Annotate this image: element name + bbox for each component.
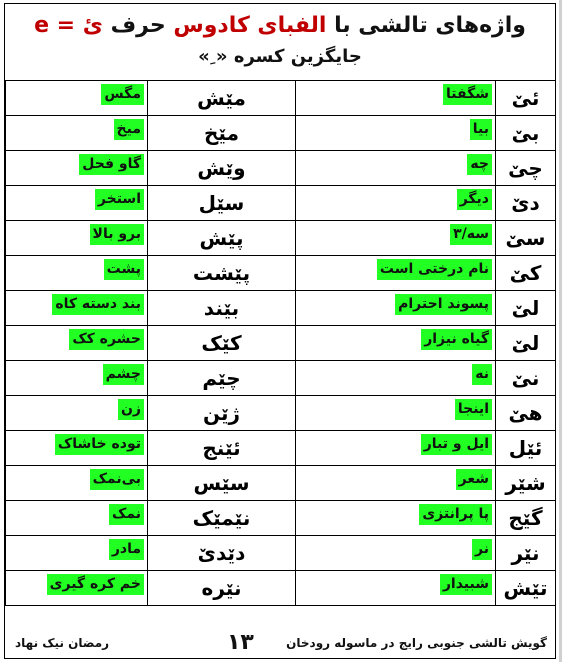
- table-row: [6, 431, 556, 466]
- word-meaning-cell: [6, 256, 148, 291]
- meaning-cell: [296, 151, 496, 186]
- word-meaning-label: بند دسته کاه: [52, 294, 144, 315]
- letter-cell: چێ: [496, 151, 556, 186]
- letter-cell: ئێل: [496, 431, 556, 466]
- meaning-label: شگفتا: [443, 84, 492, 105]
- word-meaning-cell: [6, 361, 148, 396]
- meaning-cell: [296, 536, 496, 571]
- meaning-cell: [296, 361, 496, 396]
- word-meaning-label: میخ: [114, 119, 144, 140]
- vocabulary-table: [5, 80, 556, 606]
- page-title: [5, 4, 555, 40]
- page-header: [5, 4, 555, 81]
- title-part-4: ئ: [82, 13, 103, 38]
- meaning-label: گیاه نیزار: [421, 329, 492, 350]
- word-meaning-cell: [6, 221, 148, 256]
- letter-cell: هێ: [496, 396, 556, 431]
- table-row: [6, 361, 556, 396]
- table-row: [6, 571, 556, 606]
- letter-cell: لێ: [496, 326, 556, 361]
- table-row: [6, 256, 556, 291]
- letter-cell: لێ: [496, 291, 556, 326]
- meaning-cell: [296, 466, 496, 501]
- letter-cell: بێ: [496, 116, 556, 151]
- vocabulary-sheet: [4, 3, 556, 659]
- meaning-cell: [296, 431, 496, 466]
- title-part-3: حرف: [110, 13, 166, 38]
- table-row: [6, 396, 556, 431]
- table-row: [6, 291, 556, 326]
- table-row: [6, 81, 556, 116]
- title-part-1: واژه‌های تالشی با: [334, 13, 526, 38]
- word-meaning-cell: [6, 116, 148, 151]
- letter-cell: گێج: [496, 501, 556, 536]
- word-cell: ئێنج: [148, 431, 296, 466]
- letter-cell: نێ: [496, 361, 556, 396]
- meaning-label: چه: [467, 154, 492, 175]
- word-cell: ژێن: [148, 396, 296, 431]
- word-cell: مێخ: [148, 116, 296, 151]
- word-meaning-cell: [6, 501, 148, 536]
- letter-cell: کێ: [496, 256, 556, 291]
- word-meaning-label: بی‌نمک: [90, 469, 144, 490]
- source-note: گویش تالشی جنوبی رایج در ماسوله رودخان: [286, 636, 547, 650]
- word-meaning-cell: [6, 431, 148, 466]
- meaning-label: پسوند احترام: [395, 294, 492, 315]
- word-meaning-label: چشم: [103, 364, 144, 385]
- word-cell: چێم: [148, 361, 296, 396]
- table-row: [6, 326, 556, 361]
- table-row: [6, 186, 556, 221]
- letter-cell: شێر: [496, 466, 556, 501]
- letter-cell: سێ: [496, 221, 556, 256]
- word-meaning-label: گاو فحل: [79, 154, 144, 175]
- word-meaning-label: مگس: [101, 84, 144, 105]
- page-footer: [5, 630, 555, 658]
- meaning-label: سه/۳: [450, 224, 492, 245]
- word-meaning-cell: [6, 291, 148, 326]
- page-number: ۱۳: [227, 630, 254, 655]
- word-meaning-cell: [6, 326, 148, 361]
- word-cell: بێند: [148, 291, 296, 326]
- word-cell: پێش: [148, 221, 296, 256]
- meaning-cell: [296, 396, 496, 431]
- meaning-label: ایل و تبار: [421, 434, 492, 455]
- word-meaning-label: استخر: [95, 189, 144, 210]
- word-meaning-cell: [6, 466, 148, 501]
- meaning-label: نر: [472, 539, 492, 560]
- meaning-label: شعر: [456, 469, 492, 490]
- word-cell: پێشت: [148, 256, 296, 291]
- word-cell: نێمێک: [148, 501, 296, 536]
- word-meaning-cell: [6, 81, 148, 116]
- meaning-label: شبیدار: [440, 574, 492, 595]
- meaning-cell: [296, 116, 496, 151]
- meaning-label: اینجا: [455, 399, 492, 420]
- meaning-cell: [296, 256, 496, 291]
- word-meaning-label: برو بالا: [90, 224, 144, 245]
- word-meaning-label: مادر: [109, 539, 144, 560]
- letter-cell: تێش: [496, 571, 556, 606]
- word-meaning-label: توده خاشاک: [55, 434, 144, 455]
- meaning-cell: [296, 81, 496, 116]
- meaning-cell: [296, 221, 496, 256]
- title-part-2: الفبای کادوس: [173, 13, 327, 38]
- meaning-cell: [296, 326, 496, 361]
- letter-cell: نێر: [496, 536, 556, 571]
- word-meaning-cell: [6, 186, 148, 221]
- word-meaning-cell: [6, 571, 148, 606]
- word-meaning-cell: [6, 151, 148, 186]
- word-cell: نێره: [148, 571, 296, 606]
- word-meaning-label: زن: [118, 399, 144, 420]
- word-cell: دێدێ: [148, 536, 296, 571]
- meaning-label: نام درختی است: [377, 259, 492, 280]
- meaning-cell: [296, 571, 496, 606]
- word-cell: سێل: [148, 186, 296, 221]
- meaning-cell: [296, 501, 496, 536]
- word-meaning-label: حشره کک: [69, 329, 144, 350]
- word-meaning-cell: [6, 396, 148, 431]
- table-row: [6, 151, 556, 186]
- letter-cell: ئێ: [496, 81, 556, 116]
- meaning-cell: [296, 291, 496, 326]
- word-cell: مێش: [148, 81, 296, 116]
- meaning-label: پا پرانتزی: [419, 504, 492, 525]
- meaning-cell: [296, 186, 496, 221]
- table-row: [6, 536, 556, 571]
- page-subtitle: جایگزین کسره « ِ»: [198, 46, 362, 67]
- word-meaning-label: خم کره گیری: [47, 574, 144, 595]
- author-name: رمضان نیک نهاد: [15, 636, 110, 650]
- word-meaning-label: نمک: [109, 504, 144, 525]
- meaning-label: نه: [472, 364, 492, 385]
- title-part-5: = e: [34, 13, 76, 38]
- table-row: [6, 466, 556, 501]
- word-meaning-cell: [6, 536, 148, 571]
- word-cell: سێس: [148, 466, 296, 501]
- table-row: [6, 221, 556, 256]
- letter-cell: دێ: [496, 186, 556, 221]
- word-cell: وێش: [148, 151, 296, 186]
- table-row: [6, 116, 556, 151]
- word-meaning-label: پشت: [104, 259, 144, 280]
- meaning-label: بیا: [470, 119, 492, 140]
- word-cell: کێک: [148, 326, 296, 361]
- meaning-label: دیگر: [457, 189, 492, 210]
- table-row: [6, 501, 556, 536]
